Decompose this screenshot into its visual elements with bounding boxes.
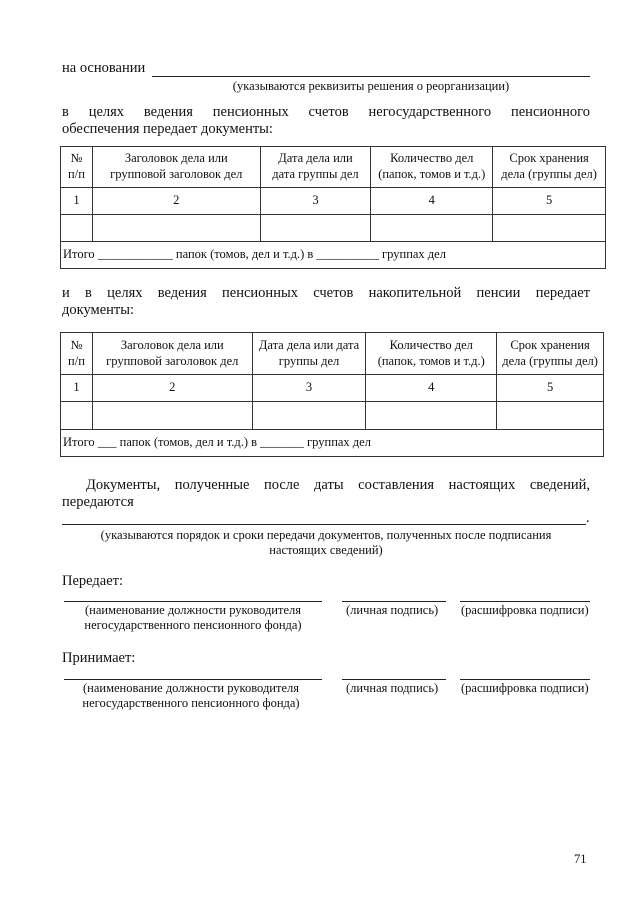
after-hint-line2: настоящих сведений): [269, 543, 383, 557]
column-number: 3: [252, 375, 366, 402]
after-underline[interactable]: [62, 524, 586, 525]
receives-position-line[interactable]: [64, 679, 322, 680]
after-hint-line1: (указываются порядок и сроки передачи документов, полученных после подписания: [100, 528, 552, 542]
empty-cell[interactable]: [497, 402, 604, 430]
empty-cell[interactable]: [61, 402, 93, 430]
column-number: 5: [497, 375, 604, 402]
transfers-position-hint-line1: (наименование должности руководителя: [85, 603, 301, 617]
table-row[interactable]: [61, 215, 606, 242]
transfers-label: Передает:: [62, 573, 124, 589]
column-header-number: № п/п: [61, 333, 93, 375]
column-header-retention: Срок хранения дела (группы дел): [493, 147, 606, 188]
receives-position-hint-line2: негосударственного пенсионного фонда): [82, 696, 300, 710]
transfers-decoding-line[interactable]: [460, 601, 590, 602]
section1-intro-line1: в целях ведения пенсионных счетов негосударственного пенсионного: [62, 104, 590, 120]
column-number: 1: [61, 188, 93, 215]
transfers-position-hint-line2: негосударственного пенсионного фонда): [84, 618, 302, 632]
column-number: 2: [92, 188, 260, 215]
column-header-number: № п/п: [61, 147, 93, 188]
empty-cell[interactable]: [366, 402, 497, 430]
documents-table-2: [60, 332, 604, 457]
table-total-row: [61, 242, 606, 269]
column-header-count: Количество дел (папок, томов и т.д.): [371, 147, 493, 188]
empty-cell[interactable]: [92, 215, 260, 242]
column-number: 2: [92, 375, 252, 402]
column-number: 5: [493, 188, 606, 215]
empty-cell[interactable]: [260, 215, 371, 242]
column-number: 4: [366, 375, 497, 402]
receives-position-hint-line1: (наименование должности руководителя: [83, 681, 299, 695]
column-number: 4: [371, 188, 493, 215]
section1-intro-line2: обеспечения передает документы:: [62, 121, 273, 137]
receives-decoding-line[interactable]: [460, 679, 590, 680]
total-text: Итого ____________ папок (томов, дел и т.д.) в __________ группах дел: [61, 242, 606, 269]
documents-table-1: [60, 146, 606, 269]
table-total-row: [61, 430, 604, 457]
page-number: 71: [574, 852, 587, 866]
table-row[interactable]: [61, 402, 604, 430]
after-text-line2: передаются: [62, 494, 134, 510]
receives-signature-hint: (личная подпись): [346, 681, 439, 695]
total-text: Итого ___ папок (томов, дел и т.д.) в _______ группах дел: [61, 430, 604, 457]
transfers-signature-hint: (личная подпись): [346, 603, 439, 617]
empty-cell[interactable]: [252, 402, 366, 430]
column-header-retention: Срок хранения дела (группы дел): [497, 333, 604, 375]
table-header-row: [61, 333, 604, 375]
transfers-position-line[interactable]: [64, 601, 322, 602]
empty-cell[interactable]: [493, 215, 606, 242]
column-number: 1: [61, 375, 93, 402]
basis-underline[interactable]: [152, 76, 590, 77]
table-header-row: [61, 147, 606, 188]
receives-decoding-hint: (расшифровка подписи): [461, 681, 589, 695]
receives-label: Принимает:: [62, 650, 136, 666]
empty-cell[interactable]: [61, 215, 93, 242]
basis-hint: (указываются реквизиты решения о реорганизации): [232, 79, 510, 93]
transfers-decoding-hint: (расшифровка подписи): [461, 603, 589, 617]
receives-signature-line[interactable]: [342, 679, 446, 680]
table-numbering-row: [61, 375, 604, 402]
after-period: .: [586, 510, 590, 526]
section2-intro-line2: документы:: [62, 302, 135, 318]
empty-cell[interactable]: [92, 402, 252, 430]
column-header-date: Дата дела или дата группы дел: [252, 333, 366, 375]
basis-label: на основании: [62, 60, 146, 76]
column-header-title: Заголовок дела или групповой заголовок дел: [92, 333, 252, 375]
transfers-signature-line[interactable]: [342, 601, 446, 602]
column-header-count: Количество дел (папок, томов и т.д.): [366, 333, 497, 375]
after-text-line1: Документы, полученные после даты составления настоящих сведений,: [86, 477, 590, 493]
column-header-title: Заголовок дела или групповой заголовок дел: [92, 147, 260, 188]
column-number: 3: [260, 188, 371, 215]
table-numbering-row: [61, 188, 606, 215]
empty-cell[interactable]: [371, 215, 493, 242]
section2-intro-line1: и в целях ведения пенсионных счетов накопительной пенсии передает: [62, 285, 590, 301]
column-header-date: Дата дела или дата группы дел: [260, 147, 371, 188]
